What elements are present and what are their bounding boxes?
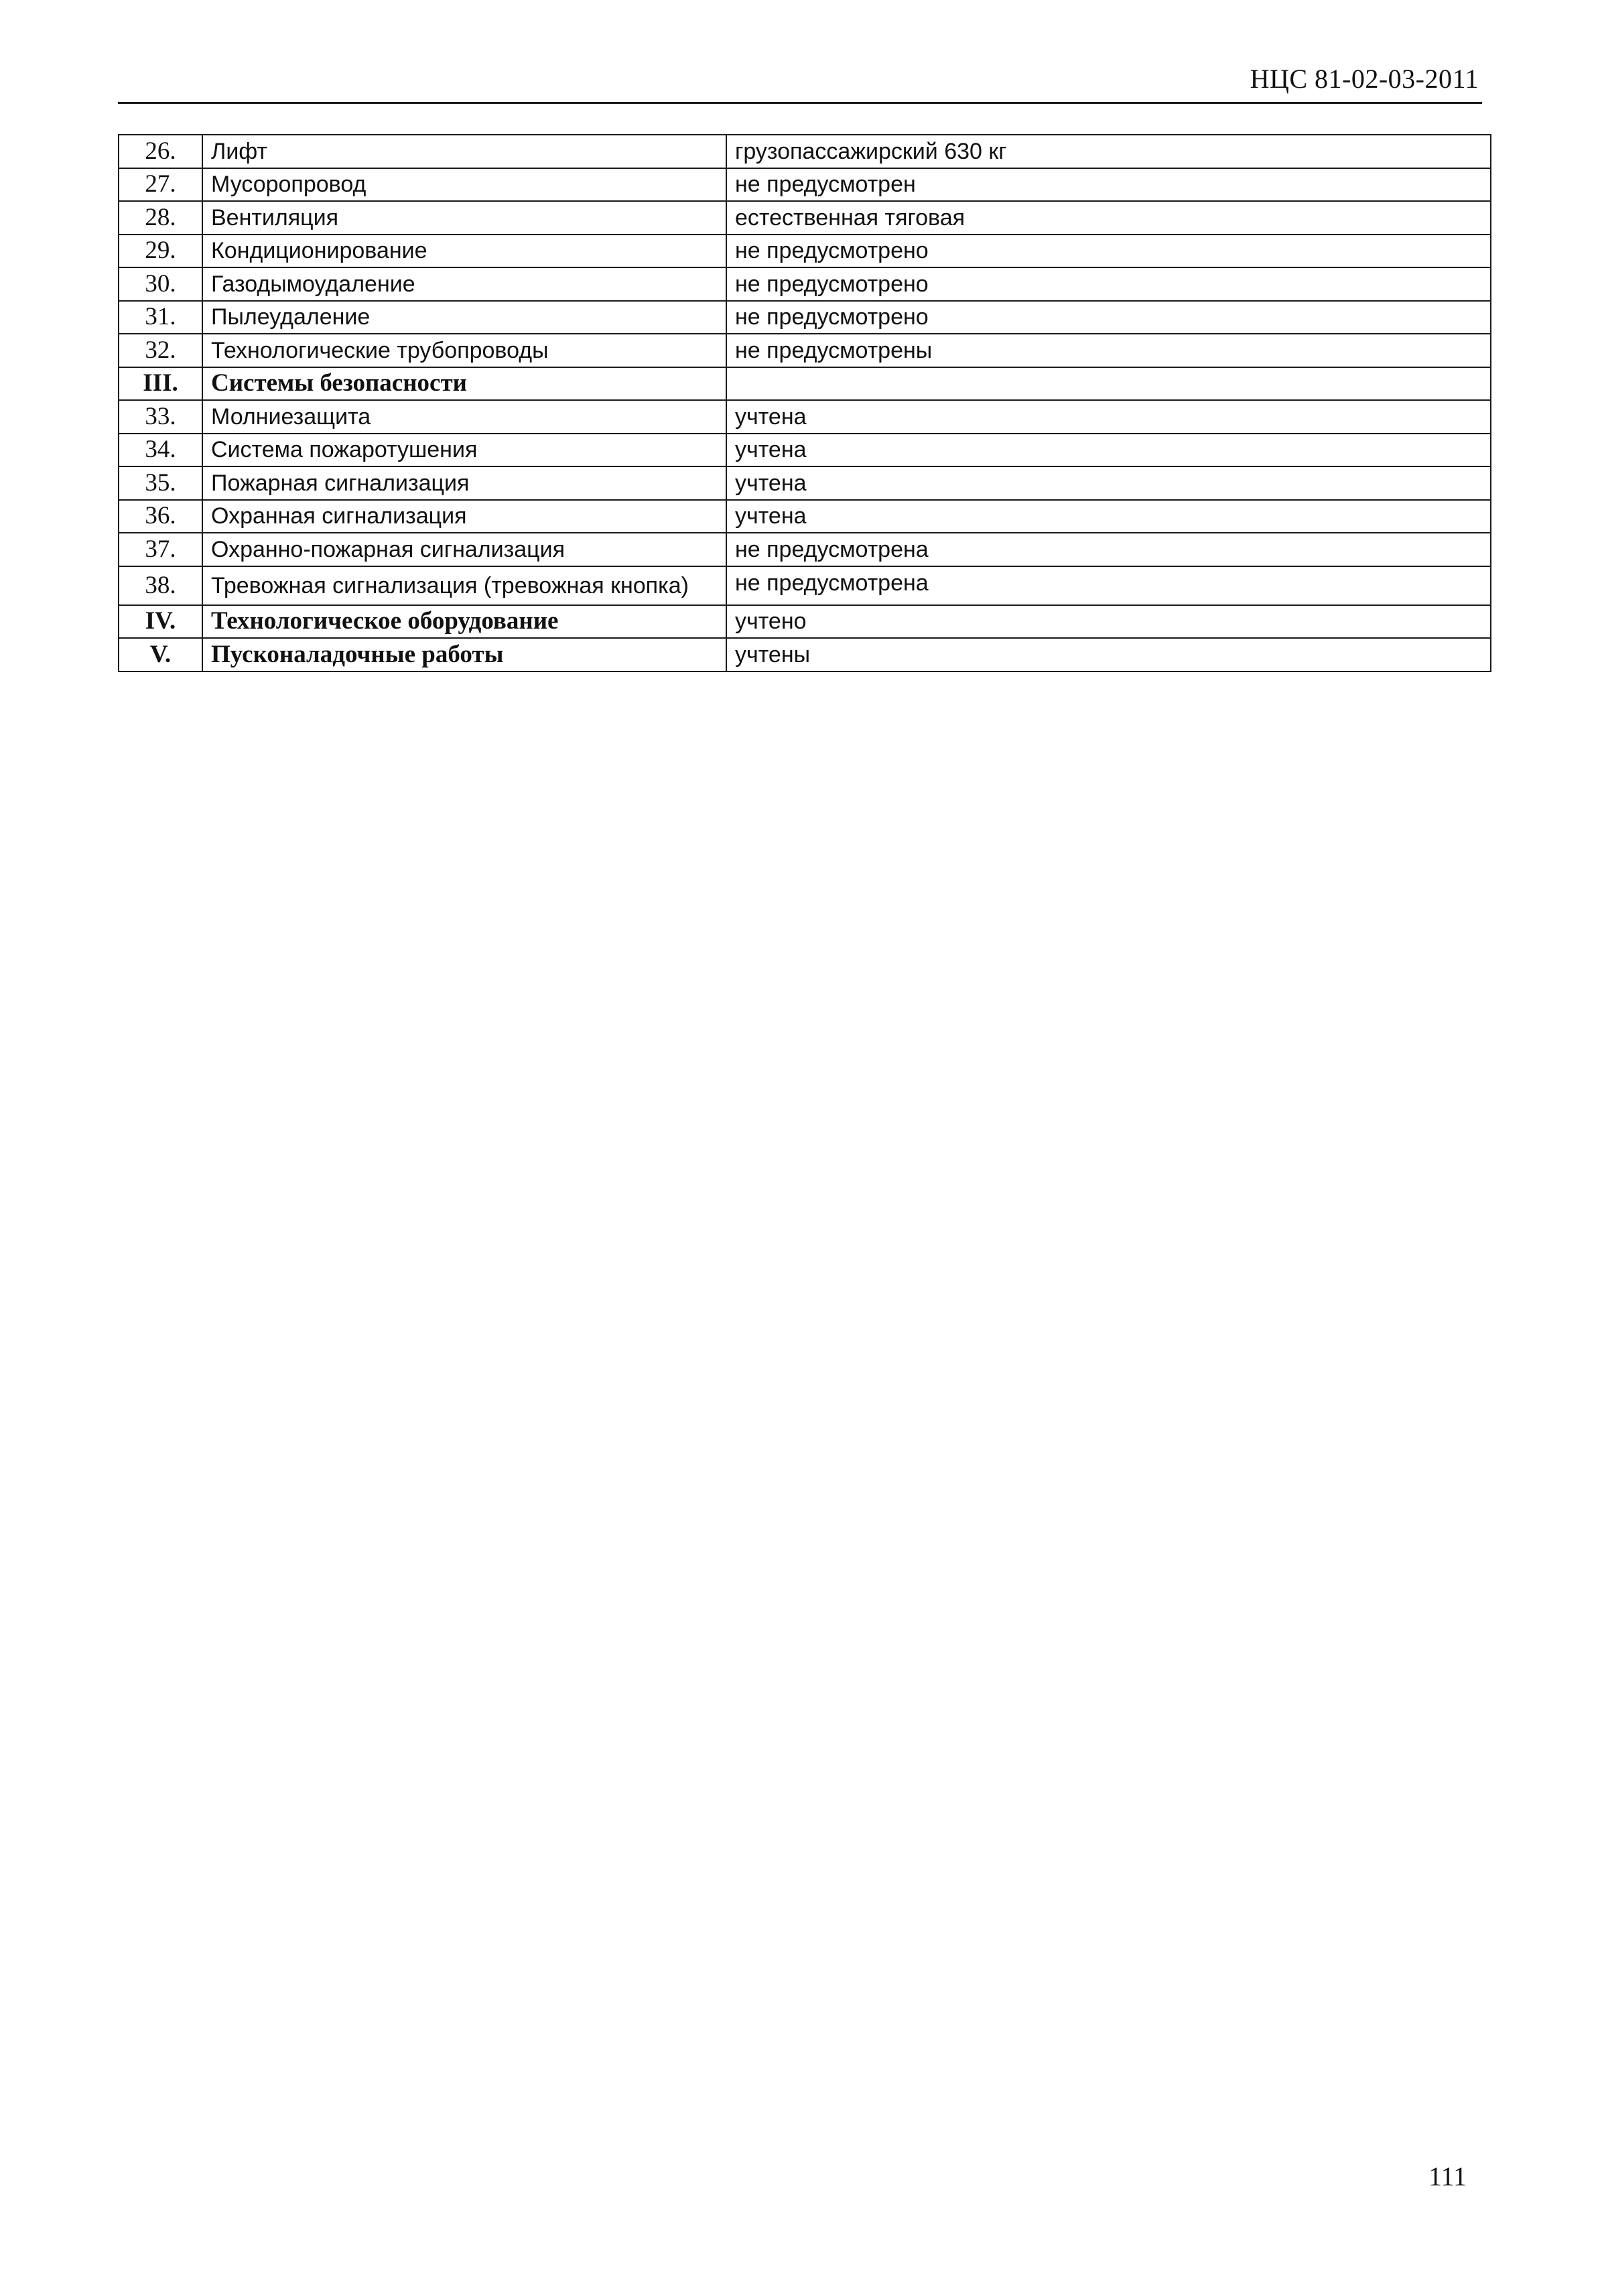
row-value: естественная тяговая: [726, 201, 1491, 235]
row-value: не предусмотрено: [726, 267, 1491, 301]
specification-table: [118, 134, 1491, 672]
section-title: Технологическое оборудование: [202, 605, 726, 639]
section-row: [119, 638, 1491, 672]
row-value: учтена: [726, 400, 1491, 434]
row-name: Кондиционирование: [202, 235, 726, 268]
row-number: 30.: [119, 267, 202, 301]
row-name: Охранно-пожарная сигнализация: [202, 533, 726, 566]
header-rule: [118, 102, 1482, 104]
row-number: 33.: [119, 400, 202, 434]
row-name: Пожарная сигнализация: [202, 466, 726, 500]
table-row: [119, 135, 1491, 168]
row-name: Пылеудаление: [202, 301, 726, 334]
row-value: не предусмотрена: [726, 566, 1491, 605]
row-number: 27.: [119, 168, 202, 202]
section-row: [119, 605, 1491, 639]
row-value: грузопассажирский 630 кг: [726, 135, 1491, 168]
row-name: Система пожаротушения: [202, 434, 726, 467]
section-number: IV.: [119, 605, 202, 639]
table-row: [119, 334, 1491, 367]
row-value: [726, 367, 1491, 401]
table-row: [119, 400, 1491, 434]
row-name: Молниезащита: [202, 400, 726, 434]
row-number: 38.: [119, 566, 202, 605]
row-name: Охранная сигнализация: [202, 500, 726, 533]
row-name: Газодымоудаление: [202, 267, 726, 301]
row-value: учтена: [726, 434, 1491, 467]
section-number: III.: [119, 367, 202, 401]
row-name: Лифт: [202, 135, 726, 168]
row-name: Тревожная сигнализация (тревожная кнопка): [202, 566, 726, 605]
row-value: учтена: [726, 466, 1491, 500]
table-row: [119, 533, 1491, 566]
row-number: 36.: [119, 500, 202, 533]
row-number: 37.: [119, 533, 202, 566]
section-title: Пусконаладочные работы: [202, 638, 726, 672]
document-code: НЦС 81-02-03-2011: [1250, 64, 1479, 94]
row-value: учтены: [726, 638, 1491, 672]
table-row: [119, 466, 1491, 500]
row-number: 29.: [119, 235, 202, 268]
row-number: 35.: [119, 466, 202, 500]
row-value: не предусмотрена: [726, 533, 1491, 566]
row-number: 26.: [119, 135, 202, 168]
row-value: не предусмотрен: [726, 168, 1491, 202]
row-name: Мусоропровод: [202, 168, 726, 202]
page-number: 111: [1428, 2161, 1467, 2191]
table-row: [119, 201, 1491, 235]
table-row: [119, 235, 1491, 268]
row-value: не предусмотрено: [726, 301, 1491, 334]
table-row: [119, 566, 1491, 605]
row-name: Вентиляция: [202, 201, 726, 235]
row-value: учтена: [726, 500, 1491, 533]
row-number: 28.: [119, 201, 202, 235]
table-row: [119, 434, 1491, 467]
row-value: не предусмотрены: [726, 334, 1491, 367]
row-number: 34.: [119, 434, 202, 467]
row-name: Технологические трубопроводы: [202, 334, 726, 367]
section-number: V.: [119, 638, 202, 672]
row-value: не предусмотрено: [726, 235, 1491, 268]
table-row: [119, 500, 1491, 533]
section-row: [119, 367, 1491, 401]
row-value: учтено: [726, 605, 1491, 639]
table-row: [119, 267, 1491, 301]
section-title: Системы безопасности: [202, 367, 726, 401]
row-number: 32.: [119, 334, 202, 367]
table-row: [119, 168, 1491, 202]
table-row: [119, 301, 1491, 334]
row-number: 31.: [119, 301, 202, 334]
